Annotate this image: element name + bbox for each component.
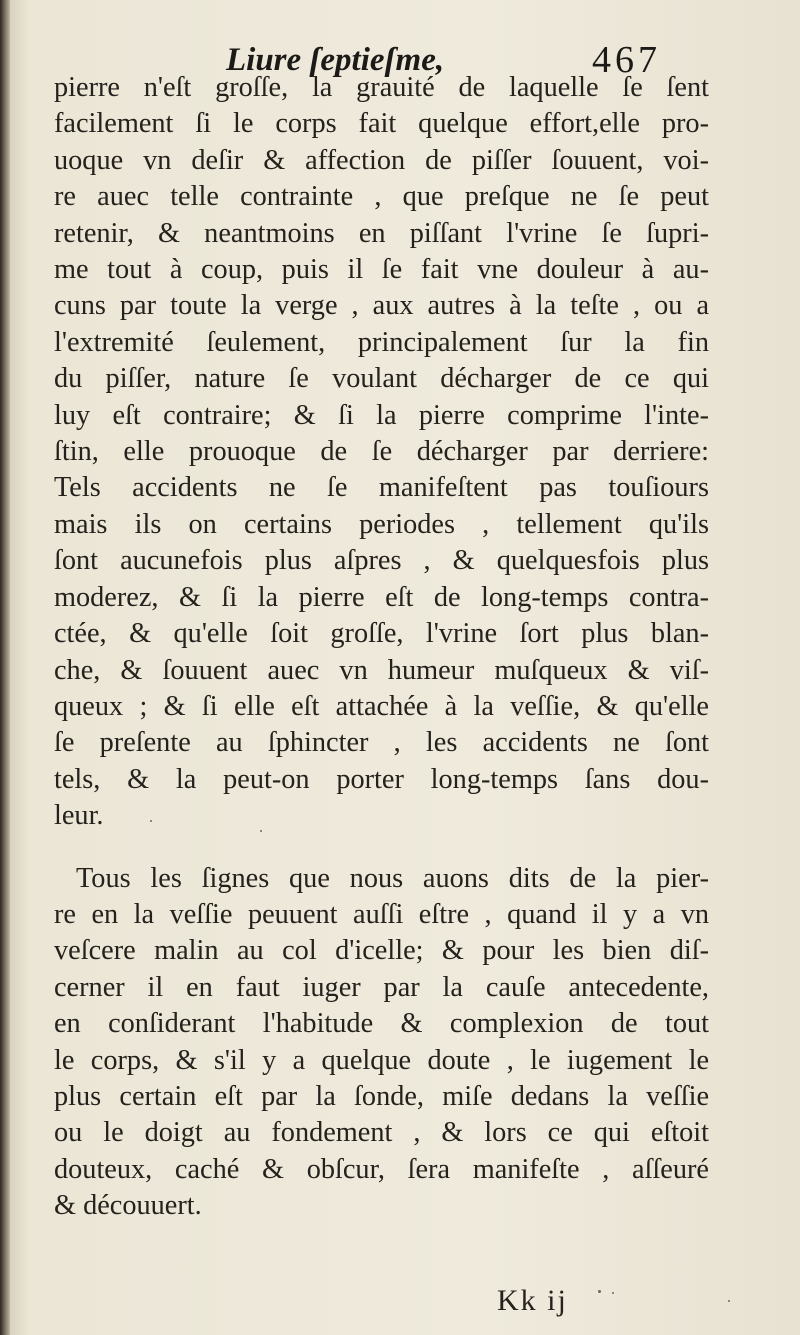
- text-line: ou le doigt au fondement , & lors ce qui eſtoit: [54, 1117, 709, 1149]
- text-line: ſtin, elle prouoque de ſe décharger par derriere:: [54, 436, 709, 468]
- text-line: cuns par toute la verge , aux autres à la teſte , ou a: [54, 290, 709, 322]
- text-line: facilement ſi le corps fait quelque effort,elle pro-: [54, 108, 709, 140]
- text-line: queux ; & ſi elle eſt attachée à la veſſie, & qu'elle: [54, 690, 709, 722]
- text-line: Tous les ſignes que nous auons dits de la pier-: [76, 862, 709, 894]
- text-line: douteux, caché & obſcur, ſera manifeſte , aſſeuré: [54, 1153, 709, 1185]
- text-line: leur.: [54, 800, 104, 832]
- body-text: [54, 70, 709, 1225]
- text-line: Tels accidents ne ſe manifeſtent pas touſiours: [54, 472, 709, 504]
- text-line: le corps, & s'il y a quelque doute , le iugement le: [54, 1044, 709, 1076]
- text-line: uoque vn deſir & affection de piſſer ſouuent, voi-: [54, 144, 709, 176]
- text-line: ctée, & qu'elle ſoit groſſe, l'vrine ſort plus blan-: [54, 618, 709, 650]
- page-number: 467: [592, 39, 661, 81]
- text-line: & découuert.: [54, 1190, 202, 1222]
- text-line: en conſiderant l'habitude & complexion de tout: [54, 1008, 709, 1040]
- running-title: Liure ſeptieſme,: [226, 42, 445, 78]
- text-line: re en la veſſie peuuent auſſi eſtre , quand il y a vn: [54, 898, 709, 930]
- paragraph-gap: [54, 835, 709, 861]
- text-line: plus certain eſt par la ſonde, miſe dedans la veſſie: [54, 1080, 709, 1112]
- paragraph-2: [54, 861, 709, 1225]
- text-line: me tout à coup, puis il ſe fait vne douleur à au-: [54, 254, 709, 286]
- text-line: re auec telle contrainte , que preſque ne ſe peut: [54, 181, 709, 213]
- paragraph-1: [54, 70, 709, 835]
- text-line: retenir, & neantmoins en piſſant l'vrine ſe ſupri-: [54, 217, 709, 249]
- page-gutter-shadow: [0, 0, 10, 1335]
- text-line: veſcere malin au col d'icelle; & pour les bien diſ-: [54, 935, 709, 967]
- signature-mark: Kk ij: [497, 1284, 568, 1317]
- text-line: moderez, & ſi la pierre eſt de long-temps contra-: [54, 581, 709, 613]
- text-line: ſont aucunefois plus aſpres , & quelquesfois plus: [54, 545, 709, 577]
- text-line: cerner il en faut iuger par la cauſe antecedente,: [54, 971, 709, 1003]
- text-line: ſe preſente au ſphincter , les accidents ne ſont: [54, 727, 709, 759]
- text-line: che, & ſouuent auec vn humeur muſqueux & viſ-: [54, 654, 709, 686]
- text-line: tels, & la peut-on porter long-temps ſans dou-: [54, 763, 709, 795]
- text-line: l'extremité ſeulement, principalement ſur la fin: [54, 326, 709, 358]
- text-line: luy eſt contraire; & ſi la pierre comprime l'inte-: [54, 399, 709, 431]
- text-line: du piſſer, nature ſe voulant décharger de ce qui: [54, 363, 709, 395]
- text-line: pierre n'eſt groſſe, la grauité de laquelle ſe ſent: [54, 72, 709, 103]
- text-line: mais ils on certains periodes , tellement qu'ils: [54, 508, 709, 540]
